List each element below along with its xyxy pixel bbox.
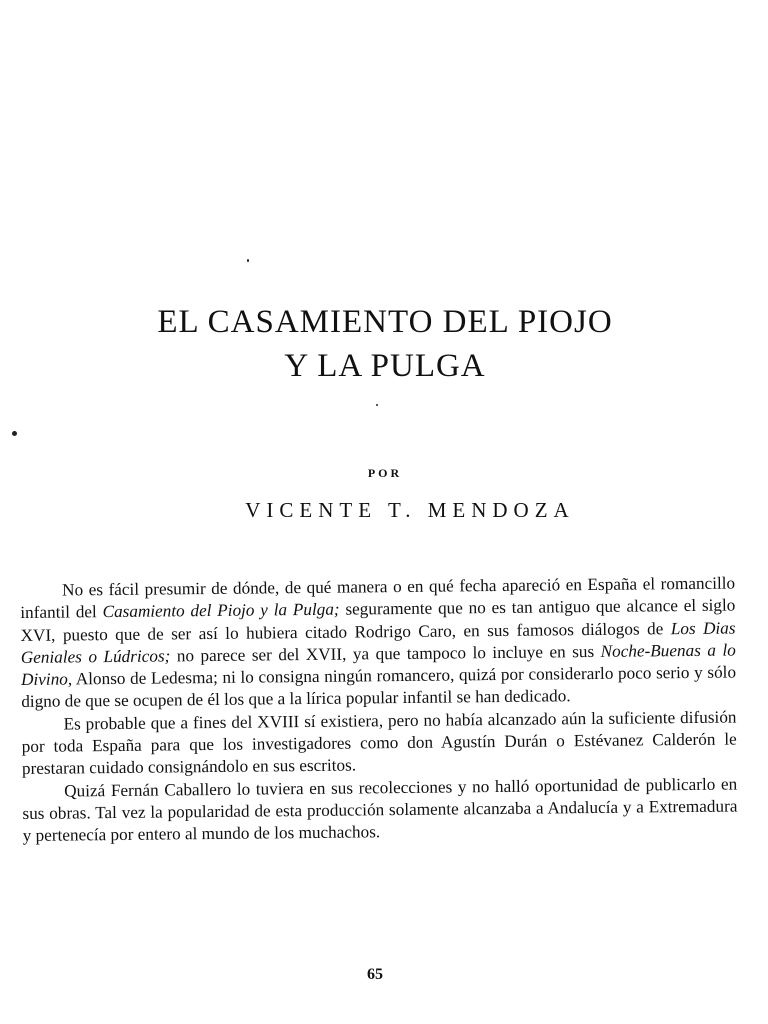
scan-speck — [12, 431, 17, 436]
paragraph-1-text-c: no parece ser del XVII, ya que tampoco lo incluye en sus — [170, 641, 601, 666]
work-title-noche-buenas: Noche-Buenas a lo Divino, — [20, 640, 736, 690]
article-body — [20, 573, 738, 848]
page-number: 65 — [367, 966, 383, 983]
scan-speck — [247, 259, 249, 262]
work-title-dias-geniales: Los Dias Geniales o Lúdricos; — [20, 618, 736, 667]
paragraph-1-text-d: Alonso de Ledesma; ni lo consigna ningún romancero, quizá por considerarlo poco serio y sólo digno de que se ocupen de él los que a la lírica popular infantil se han dedicado. — [21, 662, 737, 712]
article-title — [60, 300, 710, 388]
author-name: VICENTE T. MENDOZA — [245, 498, 575, 522]
paragraph-2: Es probable que a fines del XVIII sí existiera, pero no había alcanzado aún la suficiente difusión por toda España para que los investigadores como don Agustín Durán o Estévanez Calderón le prestaran cuidado consignándolo en sus escritos. — [21, 707, 737, 779]
byline-por: POR — [367, 466, 403, 480]
paragraph-1-text-b: seguramente que no es tan antiguo que alcance el siglo XVI, puesto que de ser así lo hubiera citado Rodrigo Caro, en sus famosos diálogos de — [20, 595, 736, 645]
title-line-2: Y LA PULGA — [284, 348, 486, 384]
paragraph-1 — [20, 573, 736, 714]
work-title-casamiento: Casamiento del Piojo y la Pulga; — [102, 599, 340, 622]
paragraph-1-text-a: No es fácil presumir de dónde, de qué manera o en qué fecha apareció en España el romancillo infantil del — [20, 573, 736, 623]
scan-speck — [376, 404, 378, 406]
paragraph-3: Quizá Fernán Caballero lo tuviera en sus recolecciones y no halló oportunidad de publicarlo en sus obras. Tal vez la popularidad de esta producción solamente alcanzaba a Andalucía y a Extremadura y pertenecía por entero al mundo de los muchachos. — [22, 774, 738, 846]
title-line-1: EL CASAMIENTO DEL PIOJO — [157, 304, 613, 340]
